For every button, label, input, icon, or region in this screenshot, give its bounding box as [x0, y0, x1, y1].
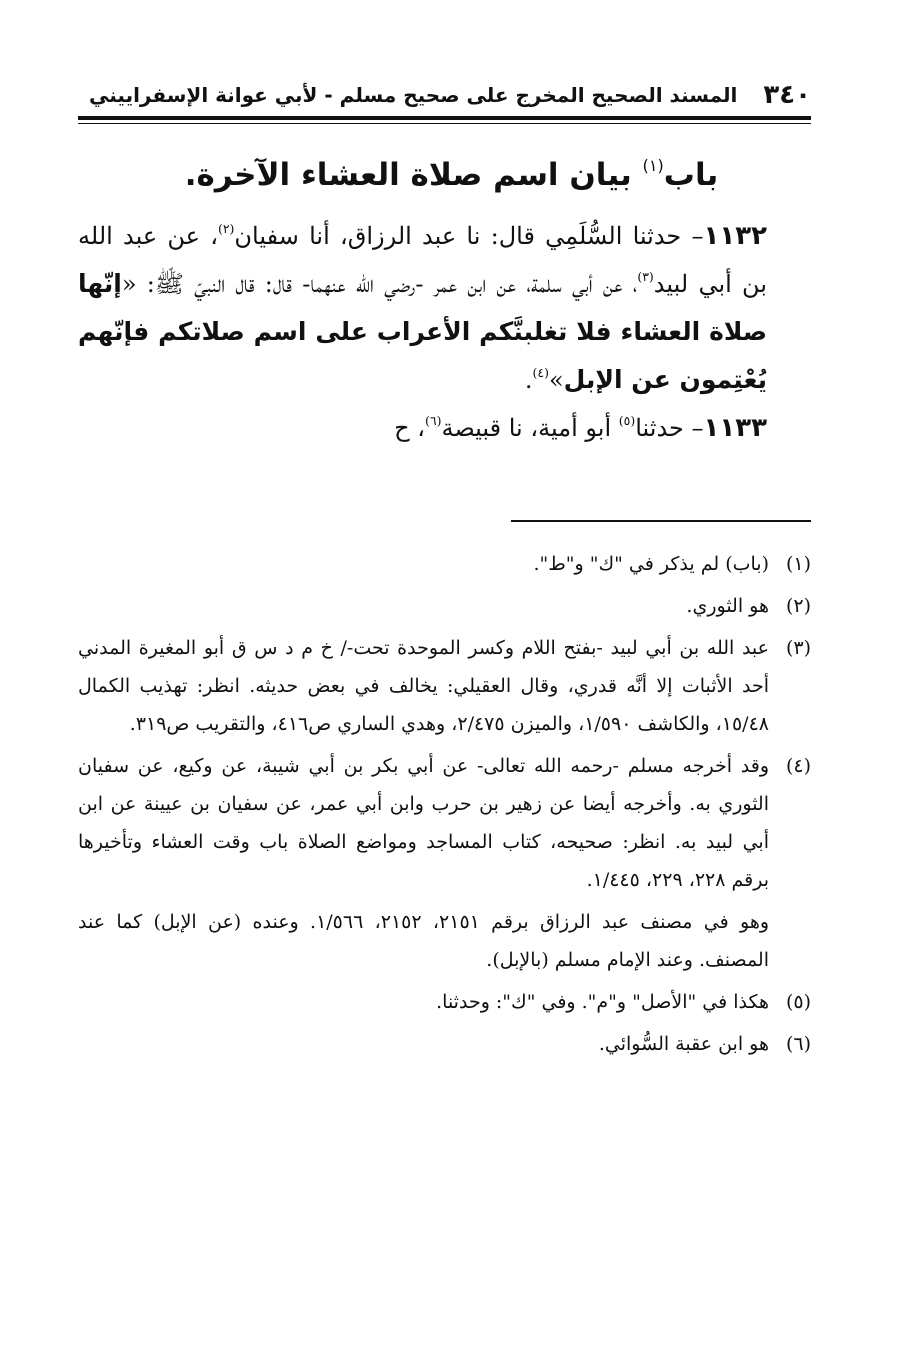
footnote-ref-4: (٤) [532, 365, 549, 381]
isnad-part-2: ، عن عبد الله بن أبي لبيد [78, 222, 768, 298]
running-header [78, 78, 811, 112]
chapter-heading [150, 150, 753, 200]
isnad-part-3: ، ح [394, 414, 426, 442]
footnote-3 [78, 629, 811, 743]
footnote-5 [78, 983, 811, 1021]
chapter-prefix: باب [663, 157, 719, 193]
main-text [78, 212, 811, 502]
footnote-text: وهو في مصنف عبد الرزاق برقم ٢١٥١، ٢١٥٢، ١/٥٦٦. وعنده (عن الإبل) كما عند المصنف. وعند الإمام مسلم (بالإبل). [78, 911, 770, 971]
hadith-number: ١١٣٢ [703, 221, 767, 251]
footnotes [78, 545, 811, 1225]
hadith-number: ١١٣٣ [703, 413, 767, 443]
footnote-ref-1: (١) [642, 156, 664, 176]
isnad-part-3: ، عن أبي سلمة، عن ابن عمر -رضي الله عنهما- قال: قال النبيّ ﷺ: « [121, 270, 638, 298]
footnote-ref-5: (٥) [618, 413, 636, 429]
page-number: ٣٤٠ [763, 80, 811, 110]
footnote-2 [78, 587, 811, 625]
footnote-marker: (٥) [785, 991, 811, 1013]
hadith-1133 [78, 404, 811, 452]
quote-close: » [548, 366, 564, 394]
footnote-1 [78, 545, 811, 583]
footnote-text: (باب) لم يذكر في "ك" و"ط". [533, 553, 769, 575]
period: . [524, 366, 533, 394]
isnad-part-1: حدثنا السُّلَمِي قال: نا عبد الرزاق، أنا سفيان [234, 222, 682, 250]
hadith-dash: – [683, 414, 704, 442]
footnote-text: هو ابن عقبة السُّوائي. [598, 1033, 769, 1055]
footnote-4-continued [78, 903, 811, 979]
hadith-matn: إنّها صلاة العشاء فلا تغلبنَّكم الأعراب على اسم صلاتكم فإنّهم يُعْتِمون عن الإبل [78, 269, 767, 394]
footnote-6 [78, 1025, 811, 1063]
header-rule-thick [78, 116, 811, 120]
isnad-part-2: أبو أمية، نا قبيصة [441, 414, 619, 442]
footnote-text: هو الثوري. [686, 595, 769, 617]
hadith-dash: – [681, 222, 704, 250]
footnote-ref-6: (٦) [425, 413, 442, 429]
hadith-1132 [78, 212, 811, 404]
header-rule-thin [78, 123, 811, 124]
isnad-part-1: حدثنا [635, 414, 684, 442]
footnote-marker: (٢) [785, 595, 811, 617]
running-title: المسند الصحيح المخرج على صحيح مسلم - لأبي عوانة الإسفراييني [89, 83, 738, 107]
footnote-4 [78, 747, 811, 899]
footnote-ref-2: (٢) [217, 221, 235, 237]
chapter-title: بيان اسم صلاة العشاء الآخرة. [184, 157, 632, 193]
footnote-marker: (١) [785, 553, 811, 575]
footnote-marker: (٦) [785, 1033, 811, 1055]
footnote-text: وقد أخرجه مسلم -رحمه الله تعالى- عن أبي بكر بن أبي شيبة، عن وكيع، عن سفيان الثوري به. وأخرجه أيضا عن زهير بن حرب وابن أبي عمر، عن سفيان بن عيينة عن ابن أبي لبيد به. انظر: صحيحه، كتاب المساجد ومواضع الصلاة باب وقت العشاء وتأخيرها برقم ٢٢٨، ٢٢٩، ١/٤٤٥. [78, 755, 769, 891]
footnote-marker: (٤) [785, 755, 811, 777]
footnote-text: عبد الله بن أبي لبيد -بفتح اللام وكسر الموحدة تحت-/ خ م د س ق أبو المغيرة المدني أحد الأثبات إلا أنَّه قدري، وقال العقيلي: يخالف في بعض حديثه. انظر: تهذيب الكمال ١٥/٤٨، والكاشف ١/٥٩٠، والميزن ٢/٤٧٥، وهدي الساري ص٤١٦، والتقريب ص٣١٩. [78, 637, 769, 735]
footnote-text: هكذا في "الأصل" و"م". وفي "ك": وحدثنا. [436, 991, 769, 1013]
footnote-ref-3: (٣) [637, 269, 654, 285]
footnote-marker: (٣) [785, 637, 811, 659]
footnote-separator [511, 520, 811, 522]
